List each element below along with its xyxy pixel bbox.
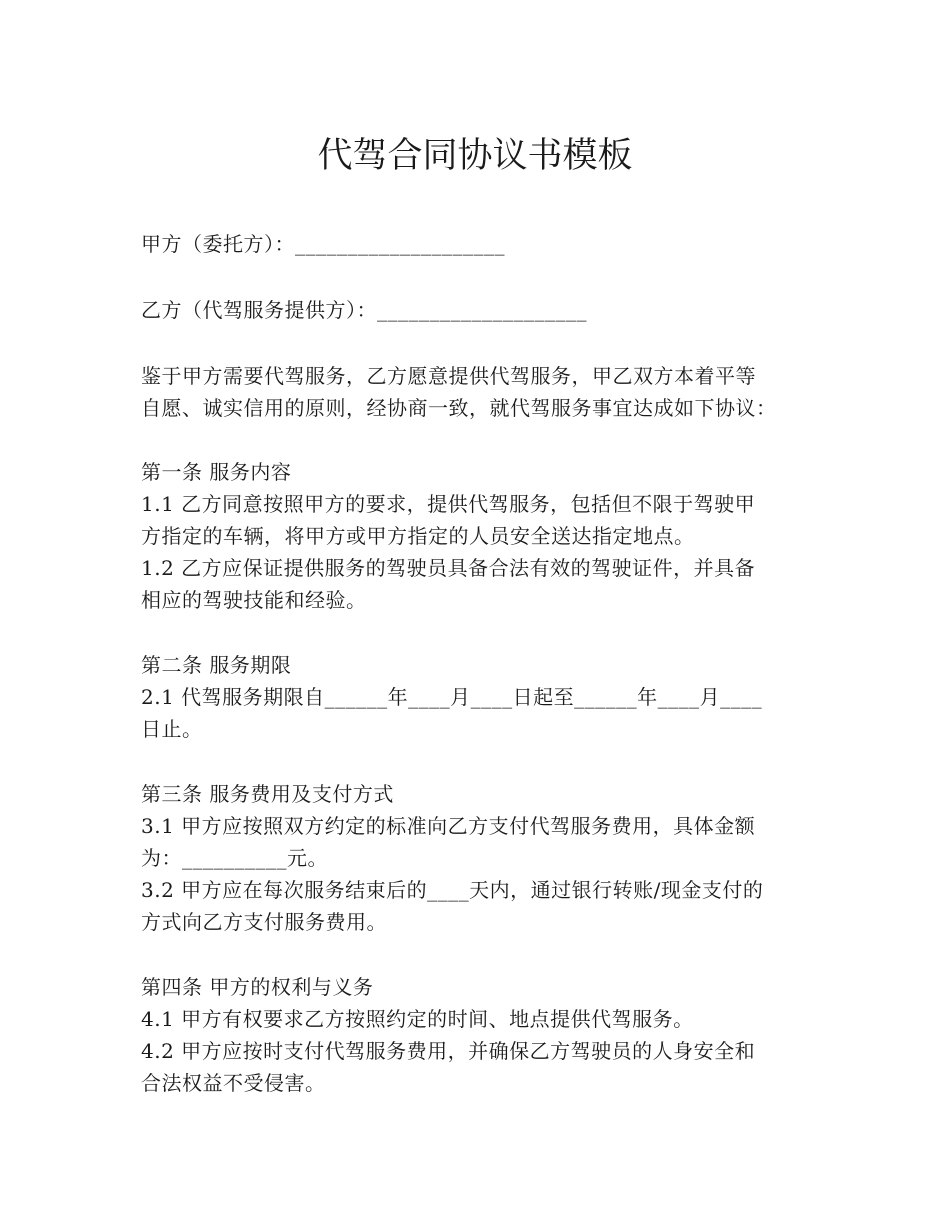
article-line: 4.1 甲方有权要求乙方按照约定的时间、地点提供代驾服务。 — [141, 1007, 694, 1031]
article-line: 3.1 甲方应按照双方约定的标准向乙方支付代驾服务费用，具体金额 — [141, 814, 756, 838]
article-3 — [141, 778, 831, 938]
preamble — [141, 360, 831, 424]
document-body — [141, 228, 831, 1099]
preamble-line: 鉴于甲方需要代驾服务，乙方愿意提供代驾服务，甲乙双方本着平等 — [141, 364, 756, 388]
article-line: 方指定的车辆，将甲方或甲方指定的人员安全送达指定地点。 — [141, 524, 695, 548]
article-line: 1.1 乙方同意按照甲方的要求，提供代驾服务，包括但不限于驾驶甲 — [141, 492, 756, 516]
article-line: 方式向乙方支付服务费用。 — [141, 910, 387, 934]
article-2 — [141, 649, 831, 745]
preamble-line: 自愿、诚实信用的原则，经协商一致，就代驾服务事宜达成如下协议： — [141, 396, 777, 420]
document-title: 代驾合同协议书模板 — [317, 136, 633, 176]
article-heading: 第三条 服务费用及支付方式 — [141, 782, 394, 806]
article-line: 3.2 甲方应在每次服务结束后的____天内，通过银行转账/现金支付的 — [141, 878, 764, 902]
article-1 — [141, 456, 831, 616]
article-line: 为：__________元。 — [141, 846, 328, 870]
article-4 — [141, 971, 831, 1099]
article-line: 4.2 甲方应按时支付代驾服务费用，并确保乙方驾驶员的人身安全和 — [141, 1039, 756, 1063]
article-line: 相应的驾驶技能和经验。 — [141, 588, 367, 612]
party-a-field: 甲方（委托方）：____________________ — [141, 232, 505, 256]
article-heading: 第二条 服务期限 — [141, 653, 292, 677]
article-line: 合法权益不受侵害。 — [141, 1071, 326, 1095]
article-line: 2.1 代驾服务期限自______年____月____日起至______年____月____ — [141, 685, 763, 709]
party-b-field: 乙方（代驾服务提供方）：____________________ — [141, 298, 587, 322]
article-line: 日止。 — [141, 717, 203, 741]
article-heading: 第四条 甲方的权利与义务 — [141, 975, 374, 999]
article-heading: 第一条 服务内容 — [141, 460, 292, 484]
article-line: 1.2 乙方应保证提供服务的驾驶员具备合法有效的驾驶证件，并具备 — [141, 556, 756, 580]
